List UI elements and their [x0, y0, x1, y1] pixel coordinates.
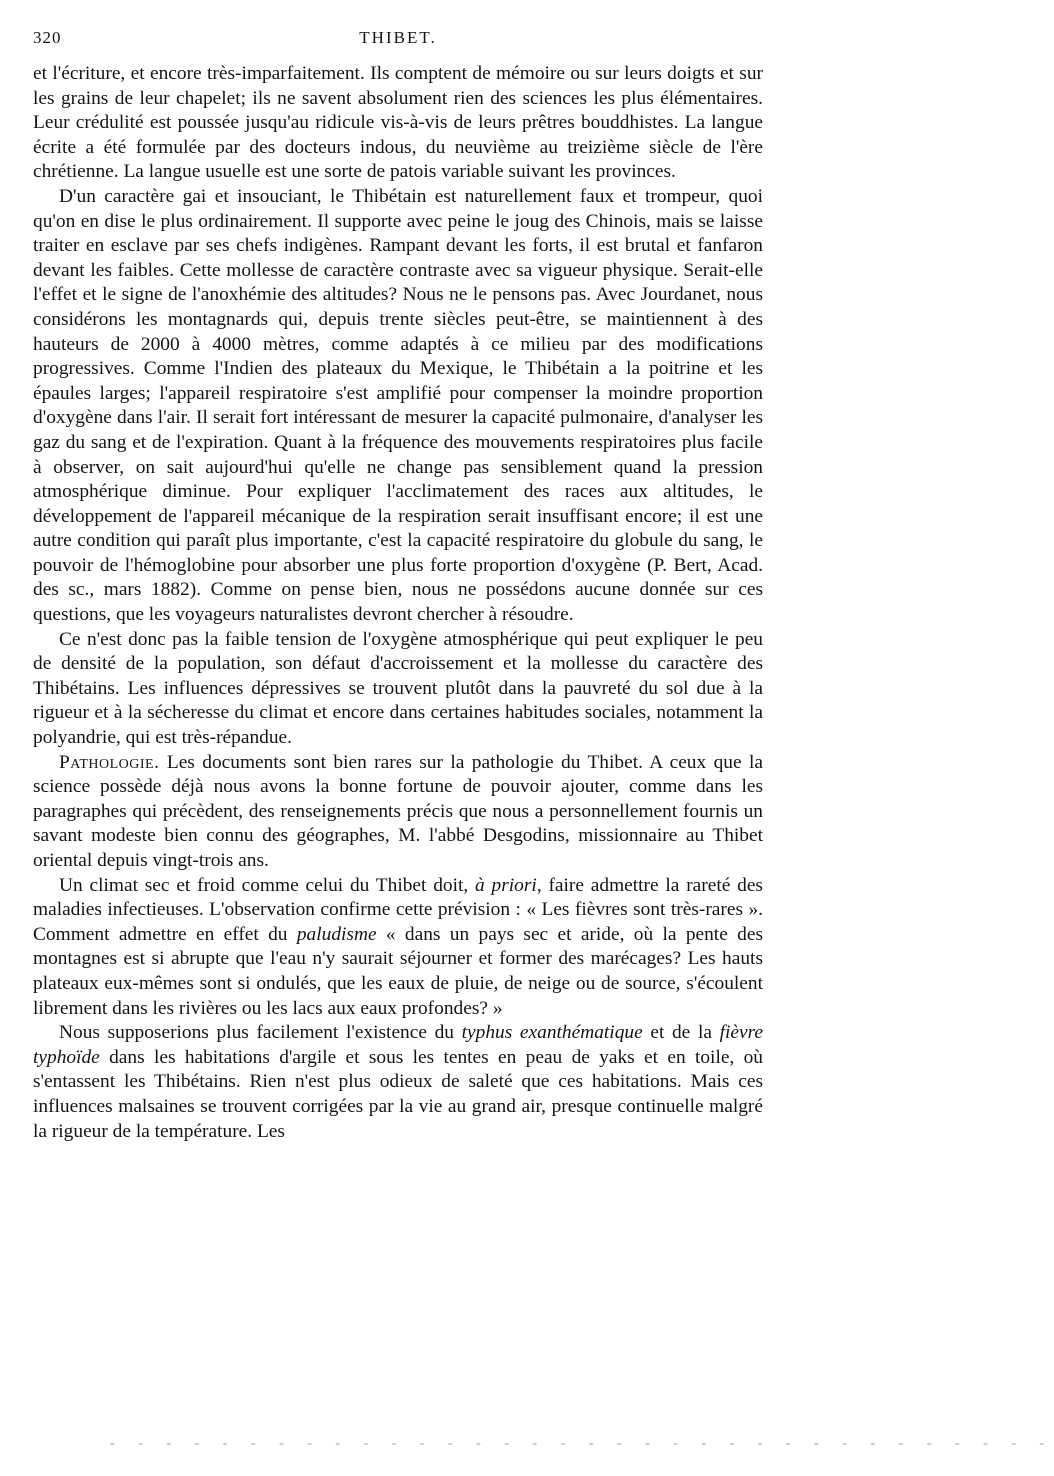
book-page [33, 28, 763, 1144]
text-run: Les documents sont bien rares sur la pathologie du Thibet. A ceux que la science possède déjà nous avons la bonne fortune de pouvoir ajouter, comme dans les paragraphes qui précèdent, des renseignements précis que nous a personnellement fournis un savant modeste bien connu des géographes, M. l'abbé Desgodins, missionnaire au Thibet oriental depuis vingt-trois ans. [33, 751, 763, 871]
text-run: Ce n'est donc pas la faible tension de l'oxygène atmosphérique qui peut expliquer le peu de densité de la population, son défaut d'accroissement et la mollesse du caractère des Thibétains. Les influences dépressives se trouvent plutôt dans la pauvreté du sol due à la rigueur et à la sécheresse du climat et encore dans certaines habitudes sociales, notamment la polyandrie, qui est très-répandue. [33, 628, 763, 749]
text-run: dans les habitations d'argile et sous les tentes en peau de yaks et en toile, où s'entassent les Thibétains. Rien n'est plus odieux de saleté que ces habitations. Mais ces influences malsaines se trouvent corrigées par la vie au grand air, presque continuelle malgré la rigueur de la température. Les [33, 1046, 763, 1142]
paragraph-5 [33, 874, 763, 1022]
italic-term: fièvre typhoïde [33, 1022, 764, 1068]
italic-term: à priori [475, 874, 537, 896]
italic-term: paludisme [296, 923, 377, 945]
text-run: Un climat sec et froid comme celui du Thibet doit, [59, 874, 476, 896]
text-run: et de la [642, 1022, 720, 1044]
paragraph-2 [33, 185, 763, 628]
text-run: « dans un pays sec et aride, où la pente des montagnes est si abrupte que l'eau n'y saurait séjourner et former des marécages? Les hauts plateaux eux-mêmes sont si ondulés, que les eaux de pluie, de neige ou de source, s'écoulent librement dans les rivières ou les lacs aux eaux profondes? » [33, 923, 763, 1019]
running-head [33, 28, 763, 56]
paragraph-6 [33, 1021, 763, 1144]
body-text [33, 62, 763, 1144]
section-heading: Pathologie. [59, 751, 160, 773]
text-run: , faire admettre la rareté des maladies infectieuses. L'observation confirme cette prévision : « Les fièvres sont très-rares ». Comment admettre en effet du [33, 874, 763, 945]
paragraph-3 [33, 628, 763, 751]
running-title: THIBET. [359, 28, 437, 47]
paragraph-4 [33, 751, 763, 874]
italic-term: typhus exanthématique [461, 1022, 643, 1044]
text-run: et l'écriture, et encore très-imparfaitement. Ils comptent de mémoire ou sur leurs doigts et sur les grains de leur chapelet; ils ne savent absolument rien des sciences les plus élémentaires. Leur crédulité est poussée jusqu'au ridicule vis-à-vis de leurs prêtres bouddhistes. La langue écrite a été formulée par des docteurs indous, du neuvième au treizième siècle de l'ère chrétienne. La langue usuelle est une sorte de patois variable suivant les provinces. [33, 63, 763, 183]
page-bottom-print-marks: - - - - - - - - - - - - - - - - - - - - - - - - - - - - - - - - - - [110, 1436, 1054, 1451]
text-run: D'un caractère gai et insouciant, le Thibétain est naturellement faux et trompeur, quoi qu'on en dise le plus ordinairement. Il supporte avec peine le joug des Chinois, mais se laisse traiter en esclave par ses chefs indigènes. Rampant devant les forts, il est brutal et fanfaron devant les faibles. Cette mollesse de caractère contraste avec sa vigueur physique. Serait-elle l'effet et le signe de l'anoxhémie des altitudes? Nous ne le pensons pas. Avec Jourdanet, nous considérons les montagnards qui, depuis trente siècles peut-être, se maintiennent à des hauteurs de 2000 à 4000 mètres, comme adaptés à ce milieu par des modifications progressives. Comme l'Indien des plateaux du Mexique, le Thibétain a la poitrine et les épaules larges; l'appareil respiratoire s'est amplifié pour compenser la moindre proportion d'oxygène dans l'air. Il serait fort intéressant de mesurer la capacité pulmonaire, d'analyser les gaz du sang et de l'expiration. Quant à la fréquence des mouvements respiratoires plus facile à observer, on sait aujourd'hui qu'elle ne change pas sensiblement quand la pression atmosphérique diminue. Pour expliquer l'acclimatement des races aux altitudes, le développement de l'appareil mécanique de la respiration serait insuffisant encore; il est une autre condition qui paraît plus importante, c'est la capacité respiratoire du globule du sang, le pouvoir de l'hémoglobine pour absorber une plus forte proportion d'oxygène (P. Bert, Acad. des sc., mars 1882). Comme on pense bien, nous ne possédons aucune donnée sur ces questions, que les voyageurs naturalistes devront chercher à résoudre. [33, 185, 763, 626]
page-number: 320 [33, 28, 62, 47]
text-run: Nous supposerions plus facilement l'existence du [59, 1022, 462, 1044]
paragraph-1 [33, 62, 763, 185]
